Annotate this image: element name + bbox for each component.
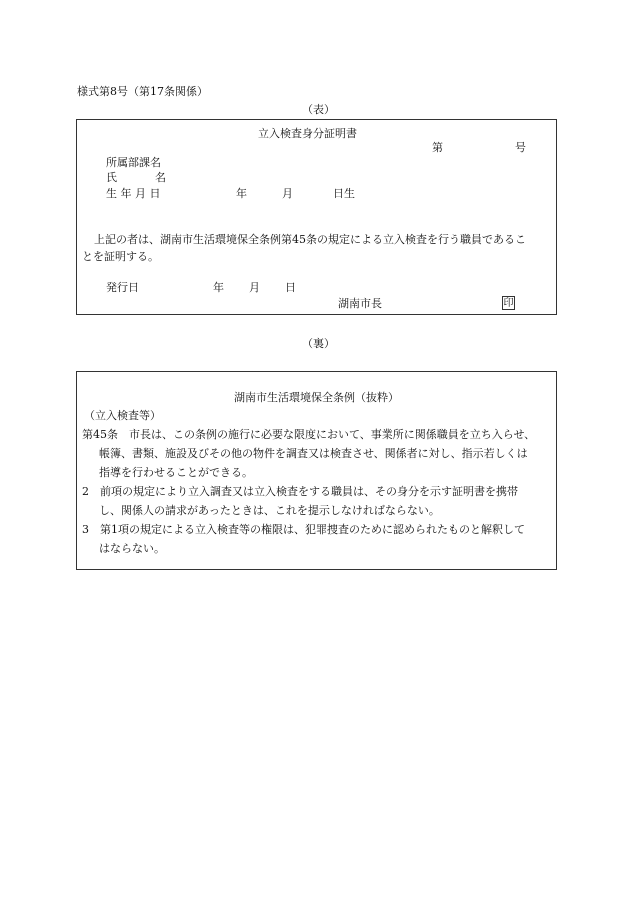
number-prefix: 第 (432, 141, 443, 154)
article-line-1: 第45条 市長は、この条例の施行に必要な限度において、事業所に関係職員を立ち入らせ、 (82, 428, 536, 441)
issuer-name: 湖南市長 (338, 297, 382, 310)
dob-month-label: 月 (282, 187, 293, 200)
name-label-first-char: 氏 (106, 171, 117, 184)
back-side-label: （裏） (302, 337, 335, 350)
paragraph-3 (82, 520, 525, 558)
statement-line-1: 上記の者は、湖南市生活環境保全条例第45条の規定による立入検査を行う職員であるこ (94, 233, 526, 246)
name-label-second-char: 名 (155, 171, 166, 184)
paragraph-3-line-1: 3 第1項の規定による立入検査等の権限は、犯罪捜査のために認められたものと解釈して (82, 523, 525, 536)
number-suffix: 号 (515, 141, 526, 154)
issue-month-label: 月 (249, 281, 260, 294)
dob-day-label: 日生 (333, 187, 355, 200)
front-side-label: （表） (302, 103, 335, 116)
seal-mark: 印 (503, 298, 514, 309)
section-heading: （立入検査等） (84, 409, 161, 422)
article-line-3: 指導を行わせることができる。 (99, 466, 253, 479)
statement-line-2: とを証明する。 (82, 250, 159, 263)
department-label: 所属部課名 (106, 156, 161, 169)
paragraph-2-line-1: 2 前項の規定により立入調査又は立入検査をする職員は、その身分を示す証明書を携帯 (82, 485, 518, 498)
ordinance-excerpt-title: 湖南市生活環境保全条例（抜粋） (234, 391, 399, 404)
issue-year-label: 年 (213, 281, 224, 294)
paragraph-3-line-2: はならない。 (99, 542, 165, 555)
article-line-2: 帳簿、書類、施設及びその他の物件を調査又は検査させ、関係者に対し、指示若しくは (99, 447, 528, 460)
form-number-label: 様式第8号（第17条関係） (77, 85, 208, 98)
issue-date-label: 発行日 (106, 281, 139, 294)
id-certificate-front-box (76, 119, 557, 315)
certificate-title: 立入検査身分証明書 (258, 127, 357, 140)
paragraph-2 (82, 482, 518, 520)
article-45-paragraph (82, 425, 535, 482)
paragraph-2-line-2: し、関係人の請求があったときは、これを提示しなければならない。 (99, 504, 440, 517)
issue-day-label: 日 (285, 281, 296, 294)
date-of-birth-label: 生 年 月 日 (106, 187, 161, 200)
dob-year-label: 年 (236, 187, 247, 200)
certificate-back-box (76, 371, 557, 570)
